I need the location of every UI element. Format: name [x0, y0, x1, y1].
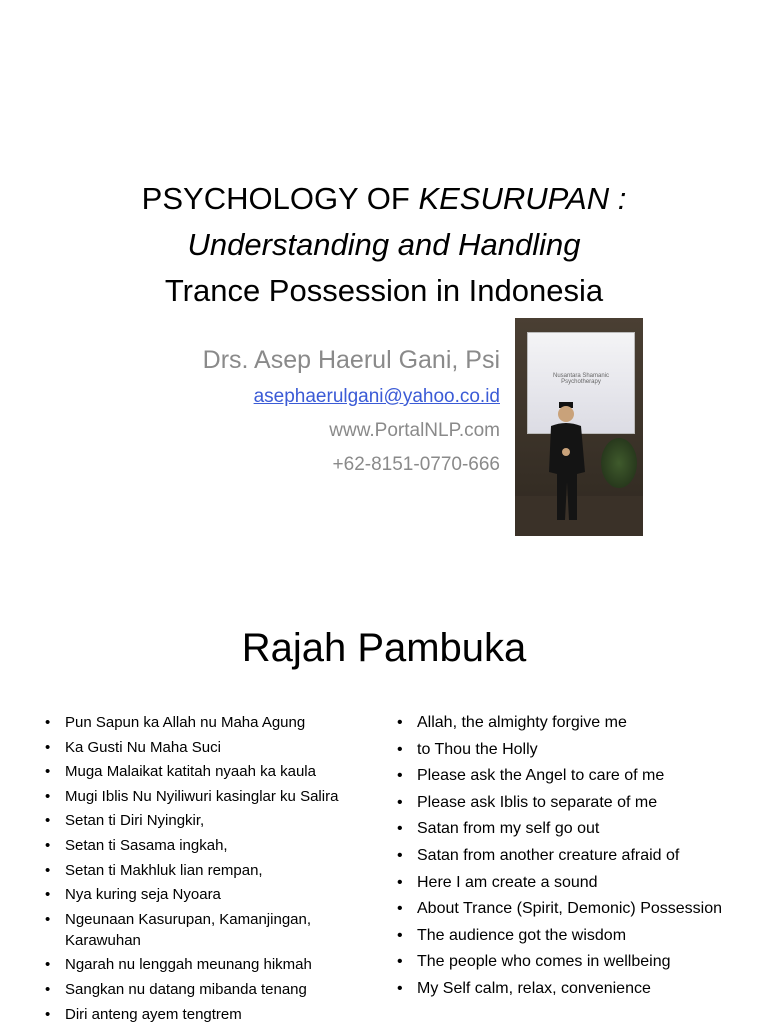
bullet-icon: •: [45, 787, 51, 805]
title-line-1: [60, 176, 708, 222]
list-item-text: About Trance (Spirit, Demonic) Possession: [417, 900, 723, 918]
list-item-text: Ngarah nu lenggah meunang hikmah: [65, 956, 312, 974]
bullet-icon: •: [45, 910, 51, 928]
bullet-icon: •: [397, 793, 403, 811]
bullet-icon: •: [45, 836, 51, 854]
list-item-text: Please ask the Angel to care of me: [417, 767, 665, 785]
bullet-icon: •: [397, 873, 403, 891]
bullet-icon: •: [397, 820, 403, 838]
list-item-text: The audience got the wisdom: [417, 926, 627, 944]
slide2-title: Rajah Pambuka: [241, 626, 527, 670]
list-item-text: My Self calm, relax, convenience: [417, 979, 651, 997]
list-item-text: Please ask Iblis to separate of me: [417, 793, 658, 811]
list-item: [397, 951, 737, 973]
title-line-2: [60, 222, 708, 268]
author-info: [203, 340, 500, 482]
website-text: www.PortalNLP.com: [329, 420, 500, 441]
list-item-text: Muga Malaikat katitah nyaah ka kaula: [65, 763, 316, 781]
list-item: [397, 872, 737, 894]
list-item: [45, 712, 375, 733]
list-item: [45, 786, 375, 807]
bullet-icon: •: [397, 926, 403, 944]
list-item-text: Setan ti Makhluk lian rempan,: [65, 861, 263, 879]
list-item: [397, 739, 737, 761]
bullet-icon: •: [397, 767, 403, 785]
title-line-3: Trance Possession in Indonesia: [164, 273, 604, 308]
bullet-icon: •: [45, 812, 51, 830]
bullet-icon: •: [45, 1005, 51, 1023]
bullet-icon: •: [397, 953, 403, 971]
list-item: [45, 737, 375, 758]
list-item-text: Pun Sapun ka Allah nu Maha Agung: [65, 714, 306, 731]
bullet-icon: •: [397, 740, 403, 758]
list-item-text: Satan from another creature afraid of: [417, 846, 680, 864]
list-item: [397, 818, 737, 840]
list-item: [45, 860, 375, 881]
list-item: [45, 979, 375, 1000]
title-italic: KESURUPAN :: [418, 181, 627, 216]
presenter-figure: [545, 402, 589, 522]
slide-title: [60, 176, 708, 314]
list-item: [45, 835, 375, 856]
bullet-icon: •: [45, 763, 51, 781]
list-item: [45, 810, 375, 831]
content-slide: [0, 576, 768, 1024]
list-item: [45, 884, 375, 905]
list-item-text: Ka Gusti Nu Maha Suci: [65, 738, 221, 756]
bullet-icon: •: [397, 714, 403, 731]
bullet-icon: •: [45, 714, 51, 731]
bullet-icon: •: [45, 861, 51, 879]
list-item: [397, 978, 737, 1000]
list-item-text: Here I am create a sound: [417, 873, 598, 891]
bullet-icon: •: [45, 886, 51, 904]
plant-shape: [601, 438, 637, 488]
list-item: [397, 792, 737, 814]
list-item-text: to Thou the Holly: [417, 740, 538, 758]
list-item: [397, 765, 737, 787]
list-item-text: Ngeunaan Kasurupan, Kamanjingan, Karawuhan: [65, 910, 312, 949]
bullet-icon: •: [397, 846, 403, 864]
list-item: [397, 845, 737, 867]
title-subtitle: Understanding and Handling: [187, 227, 581, 262]
list-item: [397, 712, 737, 734]
list-item: [45, 909, 375, 951]
list-item: [45, 1004, 375, 1024]
left-bullet-list: [45, 712, 375, 1024]
list-item: [397, 898, 737, 920]
bullet-icon: •: [397, 979, 403, 997]
list-item-text: Diri anteng ayem tengtrem: [65, 1005, 242, 1023]
screen-text: Nusantara Shamanic Psychotherapy: [552, 373, 610, 385]
bullet-icon: •: [45, 980, 51, 998]
email-link[interactable]: asephaerulgani@yahoo.co.id: [253, 386, 500, 407]
presenter-photo: [515, 318, 643, 536]
title-prefix: PSYCHOLOGY OF: [141, 181, 419, 216]
bullet-icon: •: [45, 738, 51, 756]
list-item-text: Allah, the almighty forgive me: [417, 714, 627, 731]
bullet-icon: •: [397, 900, 403, 918]
list-item-text: Mugi Iblis Nu Nyiliwuri kasinglar ku Salira: [65, 787, 339, 805]
author-name: Drs. Asep Haerul Gani, Psi: [202, 346, 500, 374]
list-item-text: Sangkan nu datang mibanda tenang: [65, 980, 307, 998]
list-item: [397, 925, 737, 947]
list-item: [45, 954, 375, 975]
right-bullet-list: [397, 712, 737, 1005]
list-item-text: Setan ti Sasama ingkah,: [65, 836, 228, 854]
list-item-text: The people who comes in wellbeing: [417, 953, 671, 971]
list-item: [45, 761, 375, 782]
phone-text: +62-8151-0770-666: [332, 454, 500, 475]
list-item-text: Nya kuring seja Nyoara: [65, 886, 221, 904]
list-item-text: Satan from my self go out: [417, 820, 600, 838]
bullet-icon: •: [45, 956, 51, 974]
list-item-text: Setan ti Diri Nyingkir,: [65, 812, 205, 830]
